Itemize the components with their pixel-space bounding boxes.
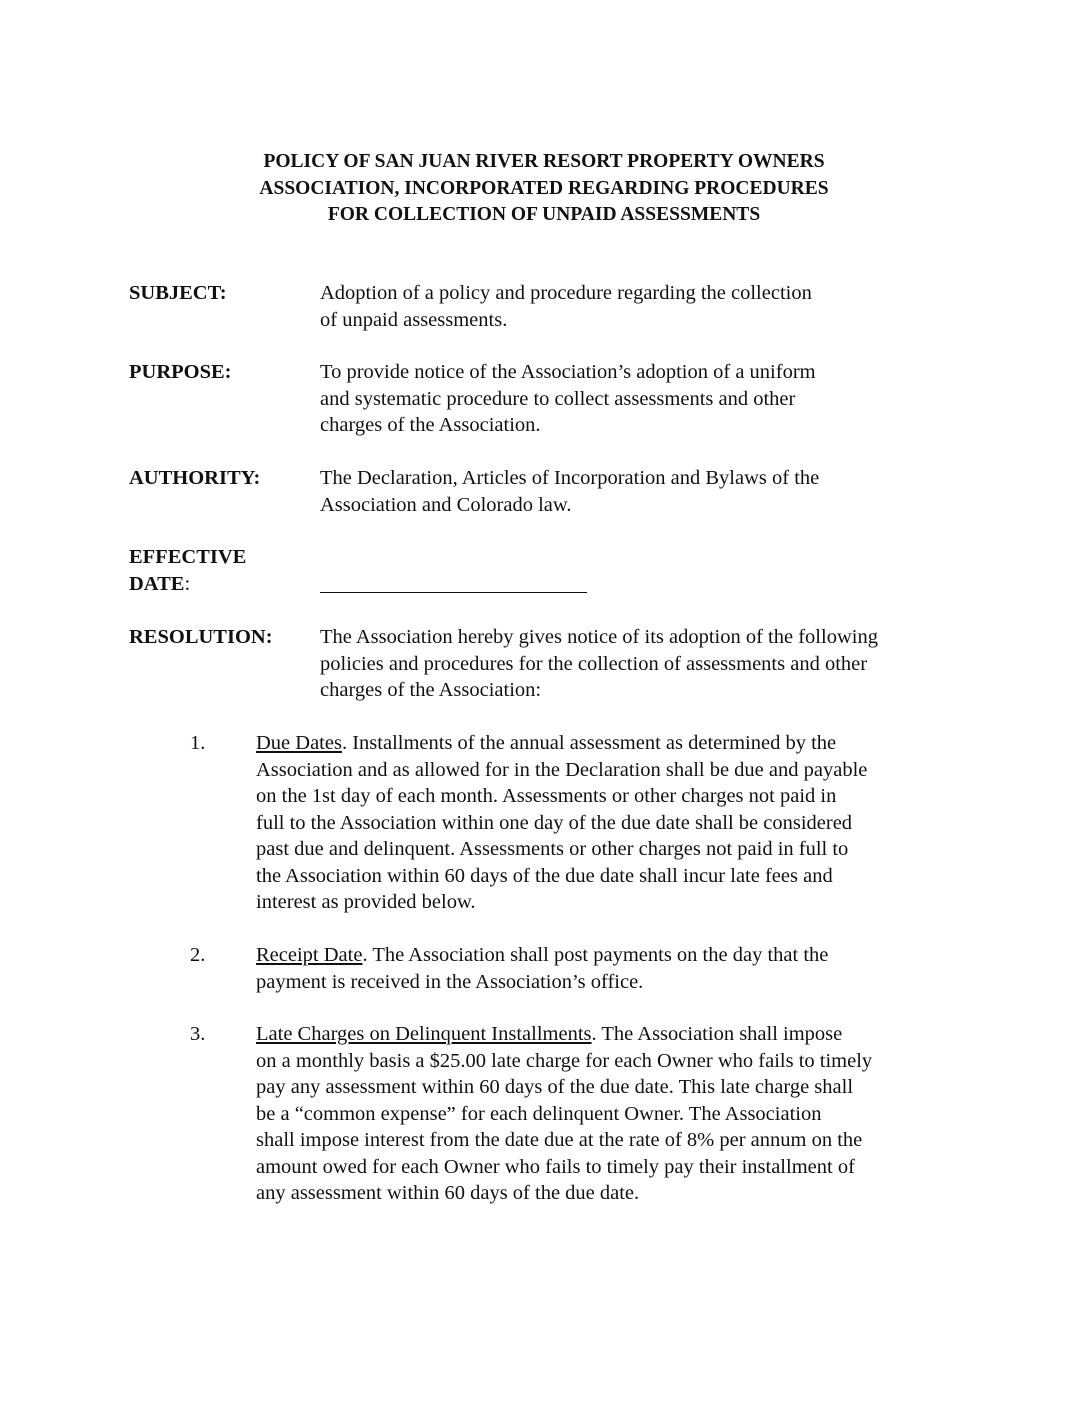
effective-label-line <box>129 571 246 598</box>
purpose-line: and systematic procedure to collect assessments and other <box>320 387 796 410</box>
resolution-line: policies and procedures for the collection of assessments and other <box>320 652 868 675</box>
purpose-value <box>320 359 970 439</box>
title-line: ASSOCIATION, INCORPORATED REGARDING PROCEDURES <box>259 177 829 199</box>
item-line: past due and delinquent. Assessments or other charges not paid in full to <box>256 838 849 860</box>
purpose-line: charges of the Association. <box>320 414 541 436</box>
subject-line: of unpaid assessments. <box>320 308 508 331</box>
authority-value <box>320 465 970 518</box>
title-line: FOR COLLECTION OF UNPAID ASSESSMENTS <box>327 204 761 225</box>
item-line: shall impose interest from the date due at the rate of 8% per annum on the <box>256 1129 863 1151</box>
item-first-line-rest: . The Association shall impose <box>591 1023 843 1045</box>
purpose-label: PURPOSE: <box>129 361 232 383</box>
item-line: full to the Association within one day of the due date shall be considered <box>256 811 853 834</box>
subject-label: SUBJECT: <box>129 282 227 304</box>
item-line: Association and as allowed for in the Declaration shall be due and payable <box>256 758 868 781</box>
date-colon: : <box>184 572 191 595</box>
resolution-value <box>320 624 970 704</box>
item-first-line <box>256 730 976 757</box>
item-line: any assessment within 60 days of the due date. <box>256 1182 640 1204</box>
item-line: pay any assessment within 60 days of the due date. This late charge shall <box>256 1076 854 1098</box>
resolution-line: The Association hereby gives notice of its adoption of the following <box>320 626 878 648</box>
item-text <box>256 730 976 916</box>
item-first-line-rest: . The Association shall post payments on the day that the <box>362 944 829 966</box>
authority-line: The Declaration, Articles of Incorporation and Bylaws of the <box>320 467 820 489</box>
item-line: on the 1st day of each month. Assessments or other charges not paid in <box>256 785 837 807</box>
subject-value <box>320 280 970 333</box>
item-line: payment is received in the Association’s office. <box>256 970 644 993</box>
authority-label: AUTHORITY: <box>129 467 261 489</box>
resolution-label: RESOLUTION: <box>129 626 273 648</box>
item-line: amount owed for each Owner who fails to timely pay their installment of <box>256 1155 855 1178</box>
title-line: POLICY OF SAN JUAN RIVER RESORT PROPERTY OWNERS <box>263 151 825 172</box>
item-number: 1. <box>190 732 206 754</box>
item-first-line <box>256 942 976 969</box>
item-number: 3. <box>190 1023 206 1045</box>
item-text <box>256 942 976 995</box>
item-number: 2. <box>190 944 206 966</box>
item-text <box>256 1021 976 1207</box>
item-line: be a “common expense” for each delinquent Owner. The Association <box>256 1102 822 1125</box>
item-first-line <box>256 1021 976 1048</box>
item-heading: Due Dates <box>256 732 342 754</box>
subject-line: Adoption of a policy and procedure regarding the collection <box>320 282 812 304</box>
item-line: the Association within 60 days of the due date shall incur late fees and <box>256 864 833 887</box>
effective-label-line: EFFECTIVE <box>129 546 247 568</box>
item-first-line-rest: . Installments of the annual assessment as determined by the <box>341 732 837 754</box>
item-line: interest as provided below. <box>256 891 476 913</box>
document-title <box>0 149 1088 229</box>
effective-date-blank-line <box>320 592 587 593</box>
resolution-line: charges of the Association: <box>320 679 542 701</box>
effective-date-label <box>129 544 246 597</box>
item-heading: Late Charges on Delinquent Installments <box>256 1023 592 1045</box>
purpose-line: To provide notice of the Association’s adoption of a uniform <box>320 361 816 383</box>
item-heading: Receipt Date <box>256 944 363 966</box>
authority-line: Association and Colorado law. <box>320 493 572 516</box>
date-word: DATE <box>129 572 185 595</box>
item-line: on a monthly basis a $25.00 late charge for each Owner who fails to timely <box>256 1049 873 1072</box>
